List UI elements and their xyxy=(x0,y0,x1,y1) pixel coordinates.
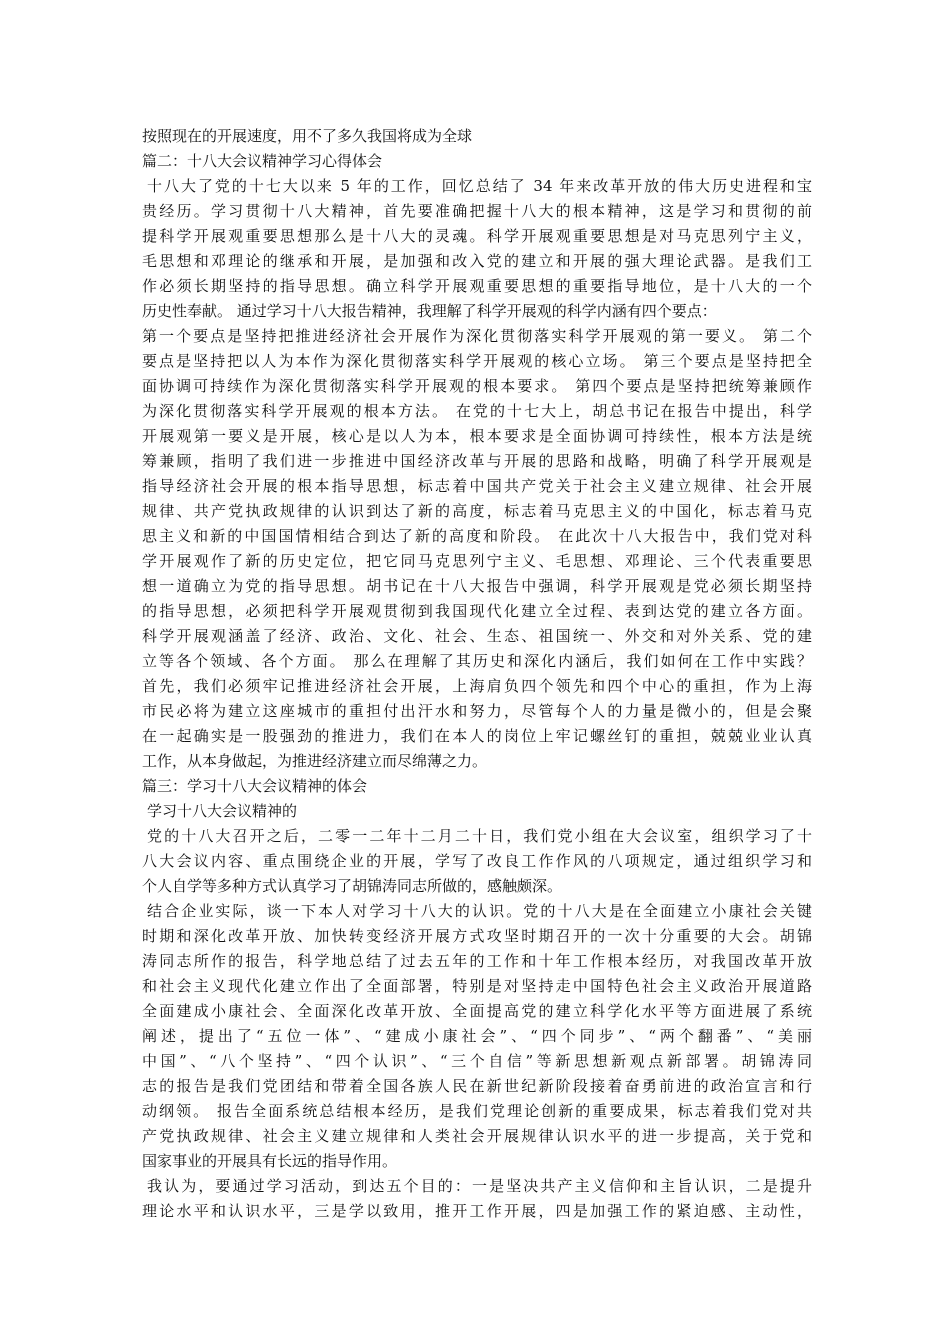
text-line: 按照现在的开展速度，用不了多久我国将成为全球 xyxy=(142,127,473,145)
text-line: 中国”、“八个坚持”、“四个认识”、“三个自信”等新思想新观点新部署。胡锦涛同 xyxy=(142,1052,812,1070)
text-line: 十八大了党的十七大以来 5 年的工作，回忆总结了 34 年来改革开放的伟大历史进程和宝 xyxy=(147,177,812,195)
text-line: 国家事业的开展具有长远的指导作用。 xyxy=(142,1152,398,1170)
text-line: 指导经济社会开展的根本指导思想，标志着中国共产党关于社会主义建立规律、社会开展 xyxy=(142,477,812,495)
text-line: 开展观第一要义是开展，核心是以人为本，根本要求是全面协调可持续性，根本方法是统 xyxy=(142,427,812,445)
text-line: 动纲领。 报告全面系统总结根本经历，是我们党理论创新的重要成果，标志着我们党对共 xyxy=(142,1102,812,1120)
text-line: 学习十八大会议精神的 xyxy=(147,802,298,820)
text-line: 科学开展观涵盖了经济、政治、文化、社会、生态、祖国统一、外交和对外关系、党的建 xyxy=(142,627,812,645)
text-line: 的指导思想，必须把科学开展观贯彻到我国现代化建立全过程、表到达党的建立各方面。 xyxy=(142,602,812,620)
text-line: 工作，从本身做起，为推进经济建立而尽绵薄之力。 xyxy=(142,752,488,770)
text-line: 面协调可持续作为深化贯彻落实科学开展观的根本要求。 第四个要点是坚持把统筹兼顾作 xyxy=(142,377,812,395)
text-line: 规律、共产党执政规律的认识到达了新的高度，标志着马克思主义的中国化，标志着马克 xyxy=(142,502,812,520)
text-line: 产党执政规律、社会主义建立规律和人类社会开展规律认识水平的进一步提高，关于党和 xyxy=(142,1127,812,1145)
text-line: 党的十八大召开之后，二零一二年十二月二十日，我们党小组在大会议室，组织学习了十 xyxy=(147,827,812,845)
text-line: 市民必将为建立这座城市的重担付出汗水和努力，尽管每个人的力量是微小的，但是会聚 xyxy=(142,702,812,720)
text-line: 在一起确实是一股强劲的推进力，我们在本人的岗位上牢记螺丝钉的重担，兢兢业业认真 xyxy=(142,727,812,745)
text-line: 八大会议内容、重点围绕企业的开展，学写了改良工作作风的八项规定，通过组织学习和 xyxy=(142,852,812,870)
text-line: 学开展观作了新的历史定位，把它同马克思列宁主义、毛思想、邓理论、三个代表重要思 xyxy=(142,552,812,570)
text-line: 第一个要点是坚持把推进经济社会开展作为深化贯彻落实科学开展观的第一要义。 第二个 xyxy=(142,327,812,345)
text-line: 篇二：十八大会议精神学习心得体会 xyxy=(142,152,383,170)
text-line: 结合企业实际，谈一下本人对学习十八大的认识。党的十八大是在全面建立小康社会关键 xyxy=(147,902,812,920)
text-line: 筹兼顾，指明了我们进一步推进中国经济改革与开展的思路和战略，明确了科学开展观是 xyxy=(142,452,812,470)
text-line: 历史性奉献。 通过学习十八大报告精神，我理解了科学开展观的科学内涵有四个要点： xyxy=(142,302,717,320)
text-line: 贵经历。学习贯彻十八大精神，首先要准确把握十八大的根本精神，这是学习和贯彻的前 xyxy=(142,202,812,220)
text-line: 理论水平和认识水平，三是学以致用，推开工作开展，四是加强工作的紧迫感、主动性， xyxy=(142,1202,812,1220)
text-line: 毛思想和邓理论的继承和开展，是加强和改入党的建立和开展的强大理论武器。是我们工 xyxy=(142,252,812,270)
text-line: 阐述，提出了“五位一体”、“建成小康社会”、“四个同步”、“两个翻番”、“美丽 xyxy=(142,1027,812,1045)
text-line: 作必须长期坚持的指导思想。确立科学开展观重要思想的重要指导地位，是十八大的一个 xyxy=(142,277,812,295)
text-line: 涛同志所作的报告，科学地总结了过去五年的工作和十年工作根本经历，对我国改革开放 xyxy=(142,952,812,970)
text-line: 志的报告是我们党团结和带着全国各族人民在新世纪新阶段接着奋勇前进的政治宣言和行 xyxy=(142,1077,812,1095)
text-line: 我认为，要通过学习活动，到达五个目的：一是坚决共产主义信仰和主旨认识，二是提升 xyxy=(147,1177,812,1195)
text-line: 时期和深化改革开放、加快转变经济开展方式攻坚时期召开的一次十分重要的大会。胡锦 xyxy=(142,927,812,945)
text-line: 为深化贯彻落实科学开展观的根本方法。 在党的十七大上，胡总书记在报告中提出，科学 xyxy=(142,402,812,420)
document-body xyxy=(142,124,812,1224)
text-line: 篇三：学习十八大会议精神的体会 xyxy=(142,777,368,795)
text-line: 立等各个领域、各个方面。 那么在理解了其历史和深化内涵后，我们如何在工作中实践？ xyxy=(142,652,812,670)
text-line: 全面建成小康社会、全面深化改革开放、全面提高党的建立科学化水平等方面进展了系统 xyxy=(142,1002,812,1020)
text-line: 思主义和新的中国国情相结合到达了新的高度和阶段。 在此次十八大报告中，我们党对科 xyxy=(142,527,812,545)
text-line: 和社会主义现代化建立作出了全面部署，特别是对坚持走中国特色社会主义政治开展道路 xyxy=(142,977,812,995)
text-line: 要点是坚持把以人为本作为深化贯彻落实科学开展观的核心立场。 第三个要点是坚持把全 xyxy=(142,352,812,370)
text-line: 想一道确立为党的指导思想。胡书记在十八大报告中强调，科学开展观是党必须长期坚持 xyxy=(142,577,812,595)
text-line: 提科学开展观重要思想那么是十八大的灵魂。科学开展观重要思想是对马克思列宁主义， xyxy=(142,227,812,245)
text-line: 个人自学等多种方式认真学习了胡锦涛同志所做的，感触颇深。 xyxy=(142,877,563,895)
text-line: 首先，我们必须牢记推进经济社会开展，上海肩负四个领先和四个中心的重担，作为上海 xyxy=(142,677,812,695)
